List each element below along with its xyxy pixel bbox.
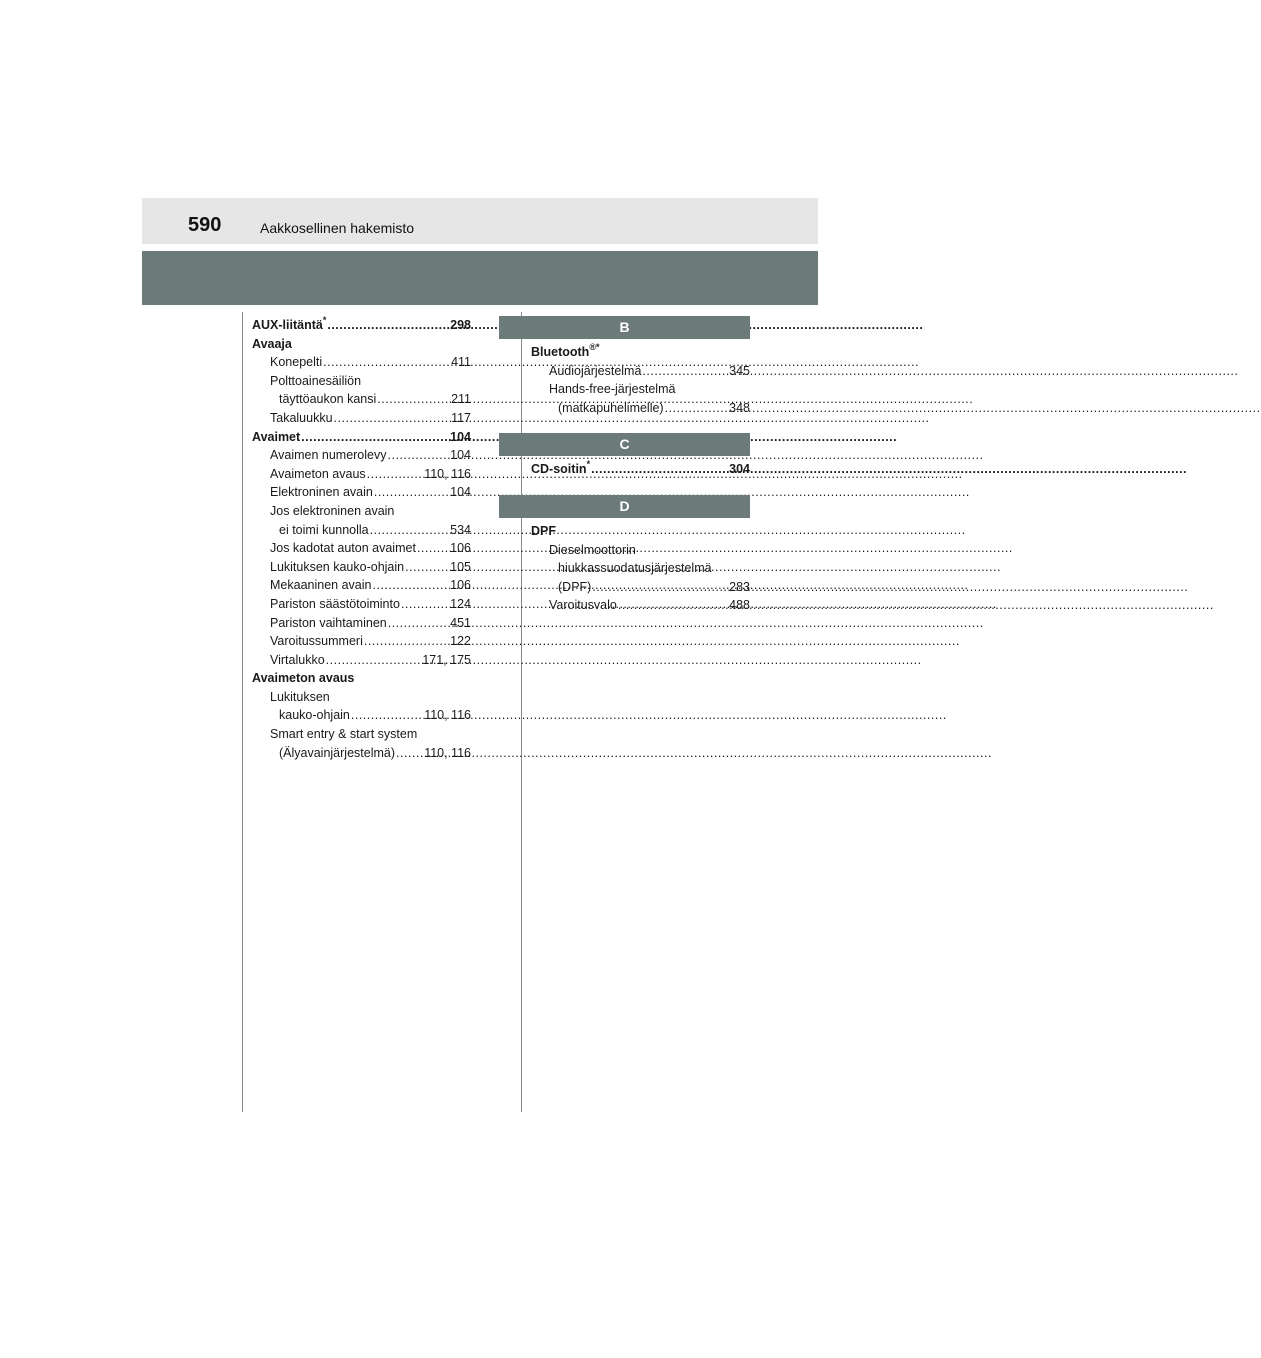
page-header bbox=[142, 198, 818, 244]
index-entry-vaihtaminen: Pariston vaihtaminen ..... 451 bbox=[252, 614, 471, 633]
section-header-c: C bbox=[499, 433, 750, 456]
index-entry-matkapuhelin: (matkapuhelimelle) ..... 348 bbox=[531, 399, 750, 418]
chapter-band bbox=[142, 251, 818, 305]
index-entry-mekaaninen: Mekaaninen avain ..... 106 bbox=[252, 576, 471, 595]
index-entry-kadotat: Jos kadotat auton avaimet ..... 106 bbox=[252, 539, 471, 558]
index-line-jos-elektroninen: Jos elektroninen avain bbox=[270, 503, 395, 518]
index-line-lukituksen: Lukituksen bbox=[270, 689, 330, 704]
index-entry-konepelti: Konepelti ..... 411 bbox=[252, 353, 471, 372]
index-line-dieselmoottorin: Dieselmoottorin bbox=[549, 542, 636, 557]
index-line-handsfree: Hands-free-järjestelmä bbox=[549, 382, 676, 397]
index-entry-ei-toimi: ei toimi kunnolla ..... 534 bbox=[252, 521, 471, 540]
index-entry-summeri: Varoitussummeri ..... 122 bbox=[252, 632, 471, 651]
index-entry-kauko-ohjain: Lukituksen kauko-ohjain ..... 105 bbox=[252, 558, 471, 577]
index-column-right bbox=[531, 316, 750, 615]
index-entry-takaluukku: Takaluukku ..... 117 bbox=[252, 409, 471, 428]
index-entry-audio: Audiojärjestelmä ..... 345 bbox=[531, 362, 750, 381]
index-heading-bluetooth: Bluetooth®* bbox=[531, 341, 600, 359]
index-line-polttoaine: Polttoainesäiliön bbox=[270, 373, 362, 388]
index-entry-tayttoaukko: täyttöaukon kansi ..... 211 bbox=[252, 390, 471, 409]
index-line-hiukkassuodatus: hiukkassuodatusjärjestelmä bbox=[558, 561, 712, 576]
column-rule-left bbox=[242, 312, 243, 1112]
index-entry-dpf: (DPF) ..... 283 bbox=[531, 578, 750, 597]
index-entry-aux: AUX-liitäntä* ..... 298 bbox=[252, 316, 471, 335]
index-entry-varoitusvalo: Varoitusvalo ..... 488 bbox=[531, 596, 750, 615]
index-entry-numerolevy: Avaimen numerolevy ..... 104 bbox=[252, 446, 471, 465]
index-entry-virtalukko: Virtalukko ..... 171, 175 bbox=[252, 651, 471, 670]
index-heading-dpf: DPF bbox=[531, 523, 556, 538]
index-column-left bbox=[252, 316, 471, 762]
page-number: 590 bbox=[188, 214, 222, 236]
index-entry-cd-soitin: CD-soitin* ..... 304 bbox=[531, 460, 750, 479]
index-entry-elektroninen: Elektroninen avain ..... 104 bbox=[252, 483, 471, 502]
index-entry-alyavain: (Älyavainjärjestelmä) ..... 110, 116 bbox=[252, 744, 471, 763]
section-header-b: B bbox=[499, 316, 750, 339]
page-title: Aakkosellinen hakemisto bbox=[260, 220, 415, 236]
index-heading-avaimet: Avaimet ..... 104 bbox=[252, 428, 471, 447]
index-entry-saasto: Pariston säästötoiminto ..... 124 bbox=[252, 595, 471, 614]
index-entry-avaimeton: Avaimeton avaus ..... 110, 116 bbox=[252, 465, 471, 484]
index-line-smart-entry: Smart entry & start system bbox=[270, 727, 418, 742]
index-heading-avaaja: Avaaja bbox=[252, 336, 292, 351]
index-heading-avaimeton-avaus: Avaimeton avaus bbox=[252, 671, 355, 686]
index-entry-kauko-ohjain-2: kauko-ohjain ..... 110, 116 bbox=[252, 706, 471, 725]
section-header-d: D bbox=[499, 495, 750, 518]
